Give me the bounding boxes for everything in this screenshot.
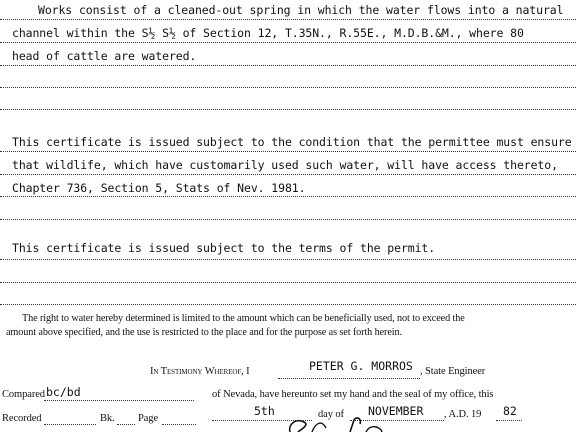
recorded-label: Recorded <box>2 413 42 424</box>
rule-line <box>0 19 576 20</box>
recorded-underline <box>44 424 96 425</box>
rule-line <box>0 42 576 43</box>
rule-line <box>0 87 576 88</box>
wildlife-text-line-2: that wildlife, which have customarily used such water, will have access thereto, <box>12 158 558 172</box>
compared-value: bc/bd <box>46 385 81 399</box>
testimony-label: In Testimony Whereof, I <box>150 366 250 377</box>
wildlife-text-line-1: This certificate is issued subject to the condition that the permittee must ensure <box>12 135 572 149</box>
limitation-text-line-1: The right to water hereby determined is limited to the amount which can be beneficially used, not to exceed the <box>22 313 465 324</box>
state-engineer-label: , State Engineer <box>420 366 486 377</box>
works-text-line-3: head of cattle are watered. <box>12 49 197 63</box>
page-underline <box>162 424 196 425</box>
rule-line <box>0 259 576 260</box>
rule-line <box>0 174 576 175</box>
rule-line <box>0 151 576 152</box>
ad-label: , A.D. 19 <box>444 409 482 420</box>
testimony-line-2: of Nevada, have hereunto set my hand and the seal of my office, this <box>212 389 494 400</box>
name-underline <box>278 378 420 379</box>
month-value: NOVEMBER <box>368 404 424 418</box>
works-text-line-1: Works consist of a cleaned-out spring in which the water flows into a natural <box>38 3 564 17</box>
rule-line <box>0 109 576 110</box>
page-label: Page <box>138 413 159 424</box>
year-value: 82 <box>503 404 517 418</box>
wildlife-text-line-3: Chapter 736, Section 5, Stats of Nev. 1981. <box>12 181 306 195</box>
rule-line <box>0 196 576 197</box>
rule-line <box>0 304 576 305</box>
limitation-text-line-2: amount above specified, and the use is restricted to the place and for the purpose as set forth herein. <box>6 327 402 338</box>
works-text-line-2: channel within the S½ S½ of Section 12, T.35N., R.55E., M.D.B.&M., where 80 <box>12 26 524 40</box>
compared-underline <box>44 400 194 401</box>
compared-label: Compared <box>2 389 45 400</box>
day-value: 5th <box>254 404 275 418</box>
rule-line <box>0 65 576 66</box>
bk-underline <box>117 424 135 425</box>
signature-mark <box>270 414 420 432</box>
rule-line <box>0 219 576 220</box>
engineer-name: PETER G. MORROS <box>309 359 413 373</box>
day-of-label: day of <box>318 409 344 420</box>
rule-line <box>0 282 576 283</box>
bk-label: Bk. <box>100 413 115 424</box>
year-underline <box>496 420 522 421</box>
terms-text-line: This certificate is issued subject to the terms of the permit. <box>12 241 436 255</box>
